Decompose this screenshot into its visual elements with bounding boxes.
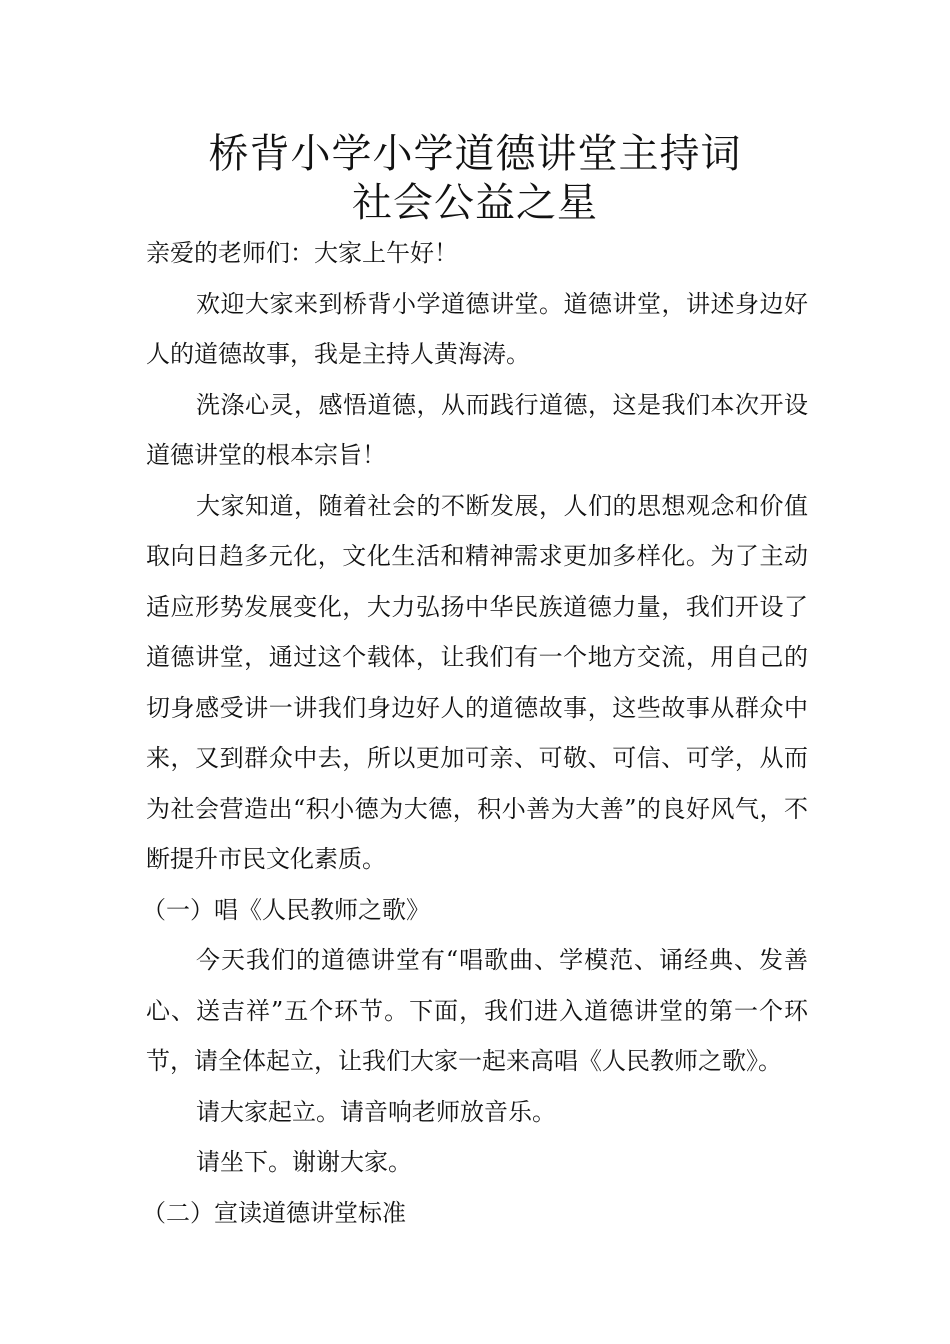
- section-heading: （二）宣读道德讲堂标准: [142, 1198, 406, 1227]
- document-body: [142, 228, 808, 1238]
- paragraph: 请大家起立。请音响老师放音乐。: [196, 1097, 556, 1126]
- document-subtitle: 社会公益之星: [352, 180, 598, 226]
- greeting: 亲爱的老师们：大家上午好！: [146, 239, 458, 267]
- paragraph: 大家知道，随着社会的不断发展，人们的思想观念和价值取向日趋多元化，文化生活和精神需求更加多样化。为了主动适应形势发展变化，大力弘扬中华民族道德力量，我们开设了道德讲堂，通过这个载体，让我们有一个地方交流，用自己的切身感受讲一讲我们身边好人的道德故事，这些故事从群众中来，又到群众中去，所以更加可亲、可敬、可信、可学，从而为社会营造出“积小德为大德，积小善为大善”的良好风气，不断提升市民文化素质。: [146, 491, 808, 873]
- paragraph: 请坐下。谢谢大家。: [196, 1148, 412, 1176]
- paragraph: 今天我们的道德讲堂有“唱歌曲、学模范、诵经典、发善心、送吉祥”五个环节。下面，我们进入道德讲堂的第一个环节，请全体起立，让我们大家一起来高唱《人民教师之歌》。: [146, 946, 808, 1075]
- document-title: 桥背小学小学道德讲堂主持词: [208, 131, 742, 177]
- paragraph: 欢迎大家来到桥背小学道德讲堂。道德讲堂，讲述身边好人的道德故事，我是主持人黄海涛。: [146, 289, 808, 368]
- section-heading: （一）唱《人民教师之歌》: [142, 895, 430, 924]
- paragraph: 洗涤心灵，感悟道德，从而践行道德，这是我们本次开设道德讲堂的根本宗旨！: [146, 390, 808, 469]
